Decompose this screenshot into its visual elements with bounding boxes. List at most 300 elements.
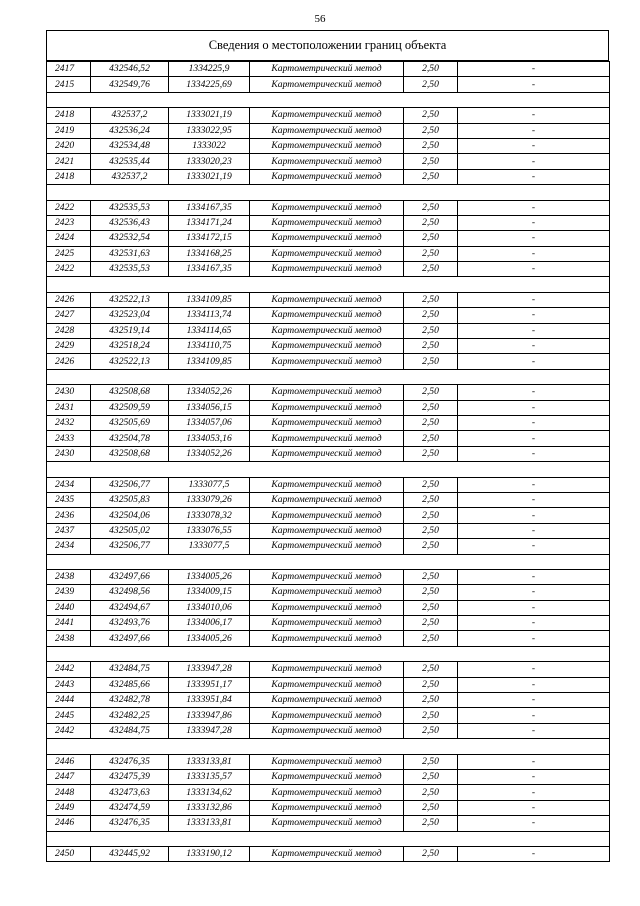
- method-cell: Картометрический метод: [250, 215, 404, 230]
- x-coordinate-cell: 432508,68: [91, 385, 169, 400]
- method-cell: Картометрический метод: [250, 431, 404, 446]
- method-cell: Картометрический метод: [250, 62, 404, 77]
- accuracy-cell: 2,50: [404, 677, 458, 692]
- point-id-cell: 2441: [47, 616, 91, 631]
- group-separator-row: [47, 462, 610, 477]
- x-coordinate-cell: 432445,92: [91, 846, 169, 861]
- description-cell: -: [458, 769, 610, 784]
- description-cell: -: [458, 354, 610, 369]
- point-id-cell: 2440: [47, 600, 91, 615]
- accuracy-cell: 2,50: [404, 846, 458, 861]
- table-row: [47, 77, 610, 92]
- table-row: [47, 693, 610, 708]
- accuracy-cell: 2,50: [404, 662, 458, 677]
- method-cell: Картометрический метод: [250, 138, 404, 153]
- accuracy-cell: 2,50: [404, 631, 458, 646]
- point-id-cell: 2430: [47, 446, 91, 461]
- method-cell: Картометрический метод: [250, 677, 404, 692]
- y-coordinate-cell: 1334057,06: [169, 415, 250, 430]
- x-coordinate-cell: 432497,66: [91, 631, 169, 646]
- coordinates-table: [46, 61, 610, 862]
- x-coordinate-cell: 432482,78: [91, 693, 169, 708]
- point-id-cell: 2438: [47, 631, 91, 646]
- table-row: [47, 200, 610, 215]
- description-cell: -: [458, 77, 610, 92]
- description-cell: -: [458, 292, 610, 307]
- x-coordinate-cell: 432504,78: [91, 431, 169, 446]
- accuracy-cell: 2,50: [404, 215, 458, 230]
- point-id-cell: 2433: [47, 431, 91, 446]
- y-coordinate-cell: 1333132,86: [169, 800, 250, 815]
- y-coordinate-cell: 1333076,55: [169, 523, 250, 538]
- y-coordinate-cell: 1334052,26: [169, 385, 250, 400]
- description-cell: -: [458, 400, 610, 415]
- separator-cell: [47, 831, 610, 846]
- accuracy-cell: 2,50: [404, 77, 458, 92]
- point-id-cell: 2430: [47, 385, 91, 400]
- table-row: [47, 492, 610, 507]
- accuracy-cell: 2,50: [404, 769, 458, 784]
- description-cell: -: [458, 816, 610, 831]
- y-coordinate-cell: 1334171,24: [169, 215, 250, 230]
- description-cell: -: [458, 431, 610, 446]
- table-row: [47, 446, 610, 461]
- method-cell: Картометрический метод: [250, 415, 404, 430]
- y-coordinate-cell: 1333135,57: [169, 769, 250, 784]
- point-id-cell: 2418: [47, 108, 91, 123]
- method-cell: Картометрический метод: [250, 123, 404, 138]
- group-separator-row: [47, 646, 610, 661]
- y-coordinate-cell: 1334225,9: [169, 62, 250, 77]
- accuracy-cell: 2,50: [404, 585, 458, 600]
- description-cell: -: [458, 200, 610, 215]
- description-cell: -: [458, 508, 610, 523]
- table-row: [47, 662, 610, 677]
- method-cell: Картометрический метод: [250, 400, 404, 415]
- y-coordinate-cell: 1334168,25: [169, 246, 250, 261]
- x-coordinate-cell: 432549,76: [91, 77, 169, 92]
- x-coordinate-cell: 432519,14: [91, 323, 169, 338]
- accuracy-cell: 2,50: [404, 385, 458, 400]
- y-coordinate-cell: 1334109,85: [169, 292, 250, 307]
- y-coordinate-cell: 1334005,26: [169, 631, 250, 646]
- method-cell: Картометрический метод: [250, 585, 404, 600]
- table-row: [47, 477, 610, 492]
- y-coordinate-cell: 1333078,32: [169, 508, 250, 523]
- point-id-cell: 2422: [47, 200, 91, 215]
- x-coordinate-cell: 432546,52: [91, 62, 169, 77]
- point-id-cell: 2448: [47, 785, 91, 800]
- description-cell: -: [458, 846, 610, 861]
- x-coordinate-cell: 432535,53: [91, 262, 169, 277]
- accuracy-cell: 2,50: [404, 231, 458, 246]
- table-row: [47, 816, 610, 831]
- y-coordinate-cell: 1333077,5: [169, 539, 250, 554]
- method-cell: Картометрический метод: [250, 492, 404, 507]
- accuracy-cell: 2,50: [404, 246, 458, 261]
- method-cell: Картометрический метод: [250, 108, 404, 123]
- table-row: [47, 385, 610, 400]
- table-row: [47, 523, 610, 538]
- y-coordinate-cell: 1334225,69: [169, 77, 250, 92]
- method-cell: Картометрический метод: [250, 477, 404, 492]
- x-coordinate-cell: 432475,39: [91, 769, 169, 784]
- table-row: [47, 754, 610, 769]
- x-coordinate-cell: 432509,59: [91, 400, 169, 415]
- table-row: [47, 138, 610, 153]
- description-cell: -: [458, 477, 610, 492]
- x-coordinate-cell: 432536,43: [91, 215, 169, 230]
- y-coordinate-cell: 1334053,16: [169, 431, 250, 446]
- x-coordinate-cell: 432536,24: [91, 123, 169, 138]
- x-coordinate-cell: 432534,48: [91, 138, 169, 153]
- point-id-cell: 2415: [47, 77, 91, 92]
- table-row: [47, 123, 610, 138]
- y-coordinate-cell: 1333021,19: [169, 169, 250, 184]
- x-coordinate-cell: 432535,44: [91, 154, 169, 169]
- point-id-cell: 2450: [47, 846, 91, 861]
- point-id-cell: 2445: [47, 708, 91, 723]
- x-coordinate-cell: 432476,35: [91, 754, 169, 769]
- separator-cell: [47, 462, 610, 477]
- description-cell: -: [458, 62, 610, 77]
- accuracy-cell: 2,50: [404, 693, 458, 708]
- point-id-cell: 2444: [47, 693, 91, 708]
- accuracy-cell: 2,50: [404, 446, 458, 461]
- point-id-cell: 2425: [47, 246, 91, 261]
- point-id-cell: 2424: [47, 231, 91, 246]
- separator-cell: [47, 277, 610, 292]
- method-cell: Картометрический метод: [250, 723, 404, 738]
- y-coordinate-cell: 1333133,81: [169, 816, 250, 831]
- accuracy-cell: 2,50: [404, 723, 458, 738]
- point-id-cell: 2437: [47, 523, 91, 538]
- description-cell: -: [458, 539, 610, 554]
- point-id-cell: 2443: [47, 677, 91, 692]
- x-coordinate-cell: 432505,69: [91, 415, 169, 430]
- y-coordinate-cell: 1333077,5: [169, 477, 250, 492]
- description-cell: -: [458, 693, 610, 708]
- description-cell: -: [458, 231, 610, 246]
- table-row: [47, 262, 610, 277]
- table-row: [47, 308, 610, 323]
- y-coordinate-cell: 1333947,28: [169, 662, 250, 677]
- point-id-cell: 2434: [47, 477, 91, 492]
- y-coordinate-cell: 1333022: [169, 138, 250, 153]
- accuracy-cell: 2,50: [404, 477, 458, 492]
- point-id-cell: 2426: [47, 354, 91, 369]
- accuracy-cell: 2,50: [404, 339, 458, 354]
- point-id-cell: 2439: [47, 585, 91, 600]
- description-cell: -: [458, 754, 610, 769]
- separator-cell: [47, 369, 610, 384]
- point-id-cell: 2447: [47, 769, 91, 784]
- table-row: [47, 585, 610, 600]
- table-row: [47, 292, 610, 307]
- x-coordinate-cell: 432493,76: [91, 616, 169, 631]
- accuracy-cell: 2,50: [404, 600, 458, 615]
- table-row: [47, 708, 610, 723]
- point-id-cell: 2429: [47, 339, 91, 354]
- method-cell: Картометрический метод: [250, 631, 404, 646]
- separator-cell: [47, 92, 610, 107]
- y-coordinate-cell: 1333133,81: [169, 754, 250, 769]
- table-row: [47, 354, 610, 369]
- method-cell: Картометрический метод: [250, 169, 404, 184]
- accuracy-cell: 2,50: [404, 154, 458, 169]
- x-coordinate-cell: 432498,56: [91, 585, 169, 600]
- x-coordinate-cell: 432518,24: [91, 339, 169, 354]
- y-coordinate-cell: 1333951,17: [169, 677, 250, 692]
- accuracy-cell: 2,50: [404, 292, 458, 307]
- x-coordinate-cell: 432484,75: [91, 662, 169, 677]
- method-cell: Картометрический метод: [250, 231, 404, 246]
- description-cell: -: [458, 723, 610, 738]
- x-coordinate-cell: 432537,2: [91, 169, 169, 184]
- y-coordinate-cell: 1334110,75: [169, 339, 250, 354]
- y-coordinate-cell: 1334005,26: [169, 569, 250, 584]
- point-id-cell: 2438: [47, 569, 91, 584]
- y-coordinate-cell: 1334172,15: [169, 231, 250, 246]
- accuracy-cell: 2,50: [404, 616, 458, 631]
- x-coordinate-cell: 432522,13: [91, 292, 169, 307]
- description-cell: -: [458, 339, 610, 354]
- accuracy-cell: 2,50: [404, 708, 458, 723]
- x-coordinate-cell: 432485,66: [91, 677, 169, 692]
- point-id-cell: 2422: [47, 262, 91, 277]
- point-id-cell: 2421: [47, 154, 91, 169]
- y-coordinate-cell: 1334113,74: [169, 308, 250, 323]
- description-cell: -: [458, 215, 610, 230]
- x-coordinate-cell: 432508,68: [91, 446, 169, 461]
- table-row: [47, 415, 610, 430]
- accuracy-cell: 2,50: [404, 62, 458, 77]
- method-cell: Картометрический метод: [250, 662, 404, 677]
- table-row: [47, 785, 610, 800]
- accuracy-cell: 2,50: [404, 308, 458, 323]
- separator-cell: [47, 739, 610, 754]
- point-id-cell: 2442: [47, 723, 91, 738]
- method-cell: Картометрический метод: [250, 77, 404, 92]
- table-row: [47, 846, 610, 861]
- point-id-cell: 2423: [47, 215, 91, 230]
- separator-cell: [47, 554, 610, 569]
- table-row: [47, 400, 610, 415]
- x-coordinate-cell: 432505,83: [91, 492, 169, 507]
- group-separator-row: [47, 92, 610, 107]
- method-cell: Картометрический метод: [250, 354, 404, 369]
- point-id-cell: 2417: [47, 62, 91, 77]
- method-cell: Картометрический метод: [250, 508, 404, 523]
- description-cell: -: [458, 785, 610, 800]
- method-cell: Картометрический метод: [250, 816, 404, 831]
- description-cell: -: [458, 323, 610, 338]
- group-separator-row: [47, 185, 610, 200]
- y-coordinate-cell: 1334052,26: [169, 446, 250, 461]
- method-cell: Картометрический метод: [250, 523, 404, 538]
- table-row: [47, 431, 610, 446]
- table-row: [47, 108, 610, 123]
- method-cell: Картометрический метод: [250, 323, 404, 338]
- x-coordinate-cell: 432506,77: [91, 539, 169, 554]
- x-coordinate-cell: 432484,75: [91, 723, 169, 738]
- x-coordinate-cell: 432531,63: [91, 246, 169, 261]
- table-row: [47, 508, 610, 523]
- description-cell: -: [458, 308, 610, 323]
- point-id-cell: 2442: [47, 662, 91, 677]
- description-cell: -: [458, 800, 610, 815]
- description-cell: -: [458, 569, 610, 584]
- description-cell: -: [458, 585, 610, 600]
- point-id-cell: 2446: [47, 754, 91, 769]
- x-coordinate-cell: 432504,06: [91, 508, 169, 523]
- description-cell: -: [458, 154, 610, 169]
- method-cell: Картометрический метод: [250, 800, 404, 815]
- accuracy-cell: 2,50: [404, 323, 458, 338]
- description-cell: -: [458, 262, 610, 277]
- x-coordinate-cell: 432535,53: [91, 200, 169, 215]
- accuracy-cell: 2,50: [404, 354, 458, 369]
- y-coordinate-cell: 1334056,15: [169, 400, 250, 415]
- y-coordinate-cell: 1333947,86: [169, 708, 250, 723]
- description-cell: -: [458, 492, 610, 507]
- table-row: [47, 616, 610, 631]
- method-cell: Картометрический метод: [250, 200, 404, 215]
- table-row: [47, 600, 610, 615]
- y-coordinate-cell: 1334167,35: [169, 200, 250, 215]
- method-cell: Картометрический метод: [250, 292, 404, 307]
- description-cell: -: [458, 631, 610, 646]
- x-coordinate-cell: 432474,59: [91, 800, 169, 815]
- point-id-cell: 2427: [47, 308, 91, 323]
- table-row: [47, 800, 610, 815]
- y-coordinate-cell: 1333079,26: [169, 492, 250, 507]
- y-coordinate-cell: 1334009,15: [169, 585, 250, 600]
- accuracy-cell: 2,50: [404, 492, 458, 507]
- point-id-cell: 2434: [47, 539, 91, 554]
- point-id-cell: 2420: [47, 138, 91, 153]
- coordinates-table-body: [47, 62, 610, 862]
- table-row: [47, 723, 610, 738]
- point-id-cell: 2435: [47, 492, 91, 507]
- accuracy-cell: 2,50: [404, 138, 458, 153]
- method-cell: Картометрический метод: [250, 308, 404, 323]
- group-separator-row: [47, 739, 610, 754]
- y-coordinate-cell: 1333020,23: [169, 154, 250, 169]
- accuracy-cell: 2,50: [404, 262, 458, 277]
- description-cell: -: [458, 708, 610, 723]
- table-row: [47, 323, 610, 338]
- description-cell: -: [458, 385, 610, 400]
- table-caption: Сведения о местоположении границ объекта: [46, 30, 609, 61]
- boundary-table-sheet: [46, 30, 609, 862]
- group-separator-row: [47, 369, 610, 384]
- group-separator-row: [47, 831, 610, 846]
- y-coordinate-cell: 1334167,35: [169, 262, 250, 277]
- description-cell: -: [458, 138, 610, 153]
- point-id-cell: 2436: [47, 508, 91, 523]
- method-cell: Картометрический метод: [250, 385, 404, 400]
- x-coordinate-cell: 432506,77: [91, 477, 169, 492]
- accuracy-cell: 2,50: [404, 539, 458, 554]
- y-coordinate-cell: 1333951,84: [169, 693, 250, 708]
- point-id-cell: 2432: [47, 415, 91, 430]
- point-id-cell: 2431: [47, 400, 91, 415]
- table-row: [47, 246, 610, 261]
- x-coordinate-cell: 432494,67: [91, 600, 169, 615]
- y-coordinate-cell: 1334114,65: [169, 323, 250, 338]
- method-cell: Картометрический метод: [250, 539, 404, 554]
- table-row: [47, 769, 610, 784]
- table-row: [47, 231, 610, 246]
- description-cell: -: [458, 415, 610, 430]
- accuracy-cell: 2,50: [404, 800, 458, 815]
- table-row: [47, 215, 610, 230]
- method-cell: Картометрический метод: [250, 785, 404, 800]
- x-coordinate-cell: 432532,54: [91, 231, 169, 246]
- group-separator-row: [47, 554, 610, 569]
- method-cell: Картометрический метод: [250, 262, 404, 277]
- table-row: [47, 169, 610, 184]
- point-id-cell: 2419: [47, 123, 91, 138]
- separator-cell: [47, 646, 610, 661]
- method-cell: Картометрический метод: [250, 569, 404, 584]
- table-row: [47, 154, 610, 169]
- accuracy-cell: 2,50: [404, 816, 458, 831]
- description-cell: -: [458, 169, 610, 184]
- description-cell: -: [458, 600, 610, 615]
- x-coordinate-cell: 432537,2: [91, 108, 169, 123]
- method-cell: Картометрический метод: [250, 339, 404, 354]
- y-coordinate-cell: 1333947,28: [169, 723, 250, 738]
- x-coordinate-cell: 432476,35: [91, 816, 169, 831]
- accuracy-cell: 2,50: [404, 123, 458, 138]
- accuracy-cell: 2,50: [404, 785, 458, 800]
- y-coordinate-cell: 1334109,85: [169, 354, 250, 369]
- point-id-cell: 2428: [47, 323, 91, 338]
- point-id-cell: 2446: [47, 816, 91, 831]
- accuracy-cell: 2,50: [404, 169, 458, 184]
- point-id-cell: 2418: [47, 169, 91, 184]
- method-cell: Картометрический метод: [250, 600, 404, 615]
- description-cell: -: [458, 246, 610, 261]
- description-cell: -: [458, 123, 610, 138]
- method-cell: Картометрический метод: [250, 693, 404, 708]
- accuracy-cell: 2,50: [404, 415, 458, 430]
- description-cell: -: [458, 446, 610, 461]
- accuracy-cell: 2,50: [404, 754, 458, 769]
- y-coordinate-cell: 1333021,19: [169, 108, 250, 123]
- y-coordinate-cell: 1333022,95: [169, 123, 250, 138]
- description-cell: -: [458, 616, 610, 631]
- point-id-cell: 2426: [47, 292, 91, 307]
- accuracy-cell: 2,50: [404, 200, 458, 215]
- x-coordinate-cell: 432473,63: [91, 785, 169, 800]
- table-row: [47, 539, 610, 554]
- x-coordinate-cell: 432497,66: [91, 569, 169, 584]
- y-coordinate-cell: 1334010,06: [169, 600, 250, 615]
- description-cell: -: [458, 108, 610, 123]
- y-coordinate-cell: 1333134,62: [169, 785, 250, 800]
- description-cell: -: [458, 662, 610, 677]
- x-coordinate-cell: 432505,02: [91, 523, 169, 538]
- method-cell: Картометрический метод: [250, 446, 404, 461]
- method-cell: Картометрический метод: [250, 246, 404, 261]
- accuracy-cell: 2,50: [404, 508, 458, 523]
- accuracy-cell: 2,50: [404, 431, 458, 446]
- description-cell: -: [458, 677, 610, 692]
- method-cell: Картометрический метод: [250, 708, 404, 723]
